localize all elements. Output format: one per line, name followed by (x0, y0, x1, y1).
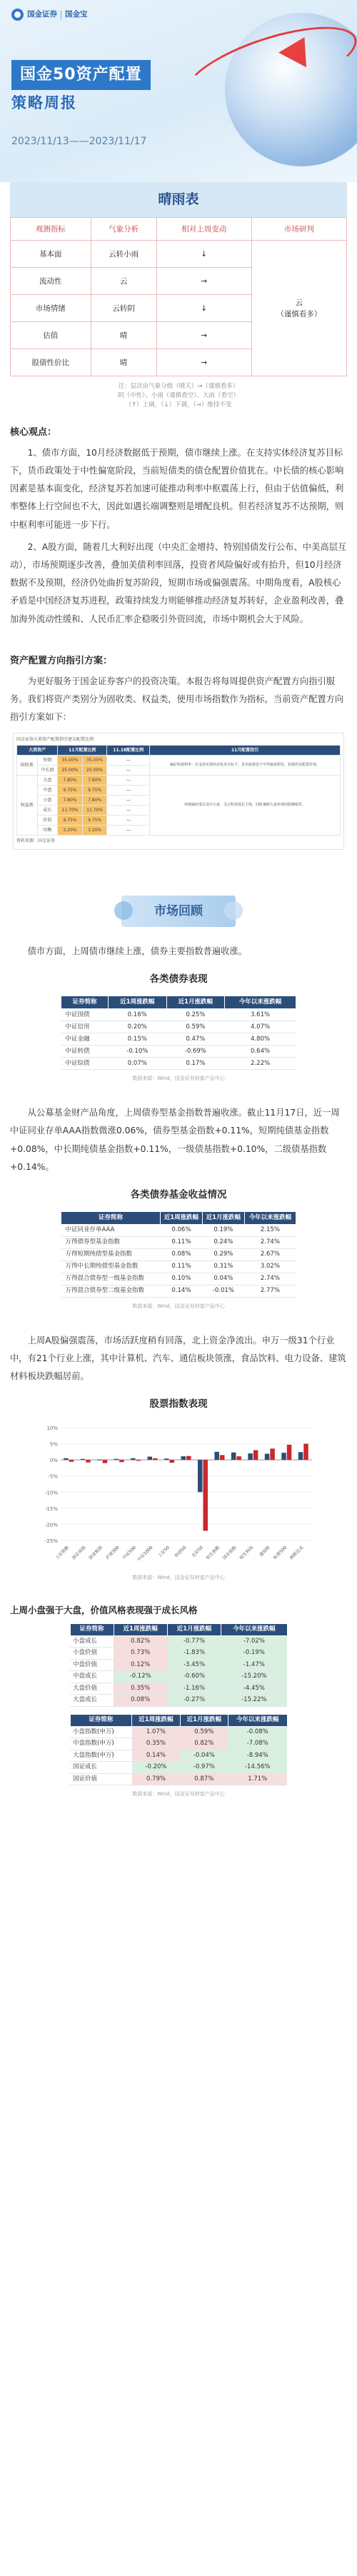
style-section (0, 1603, 357, 1617)
allocation-value: 9.75% (82, 785, 107, 795)
table-cell: 4.07% (225, 1021, 296, 1033)
table-cell: -8.94% (228, 1750, 287, 1762)
table-cell: 0.29% (202, 1248, 244, 1261)
chart-bar (220, 1455, 225, 1460)
core-views-section (0, 426, 357, 727)
table-row (61, 1021, 296, 1033)
table-cell: 0.31% (202, 1261, 244, 1273)
barometer-indicator: 流动性 (11, 268, 91, 295)
chart-y-tick-label: 10% (46, 1425, 58, 1432)
chart-x-tick-label: 标普500 (272, 1545, 288, 1561)
banner-date-range: 2023/11/13——2023/11/17 (11, 136, 147, 147)
chart-x-tick-label: 国企指数 (221, 1545, 238, 1561)
barometer-note: （↑）上调，（↓）下调，（→）维持不变 (125, 401, 232, 409)
chart-y-tick-label: -5% (48, 1473, 58, 1480)
barometer-section (10, 182, 347, 410)
chart-bar (253, 1450, 258, 1460)
table-cell: 3.61% (225, 1009, 296, 1021)
allocation-value: 9.75% (58, 785, 83, 795)
table-row (61, 1248, 296, 1261)
allocation-value: — (107, 825, 150, 835)
table-cell: 0.11% (160, 1236, 202, 1248)
fund-table-source: 数据来源：Wind，国金证券财富产品中心 (132, 1303, 225, 1309)
table-cell: 万得中长期纯债型基金指数 (61, 1261, 161, 1273)
table-cell: 中盘成长 (70, 1671, 114, 1683)
style-table-header: 今年以来涨跌幅 (228, 1714, 287, 1726)
barometer-note: 注：层次由气象分级（晴天）→（谨慎看多） (118, 383, 239, 391)
barometer-header: 气象分析 (91, 218, 156, 241)
table-cell: 0.10% (160, 1273, 202, 1285)
fund-review-section (0, 1104, 357, 1176)
barometer-change: ↓ (156, 241, 251, 268)
chart-x-tick-label: 中证500 (121, 1545, 138, 1561)
chart-bar (153, 1458, 158, 1460)
barometer-table (10, 217, 347, 376)
table-cell: 2.74% (244, 1236, 296, 1248)
allocation-asset: 中长债 (37, 765, 58, 775)
allocation-header: 11.18配置比例 (107, 745, 150, 755)
table-cell: 0.17% (166, 1058, 225, 1070)
table-cell: 2.67% (244, 1248, 296, 1261)
barometer-indicator: 市场情绪 (11, 295, 91, 322)
equity-review-text: 上周A股偏强震荡，市场活跃度稍有回落，北上资金净流出。申万一级31个行业中，有21个行业上涨，其中计算机、汽车、通信板块领涨，食品饮料、电力设备、建筑材料板块跌幅居前。 (10, 1335, 346, 1382)
table-cell: -0.69% (166, 1046, 225, 1058)
allocation-value: 11.70% (82, 805, 107, 815)
chart-bar (265, 1454, 270, 1460)
bond-review-text: 债市方面，上周债市继续上涨，债券主要指数普遍收涨。 (27, 946, 248, 957)
chart-y-tick-label: -25% (44, 1538, 58, 1545)
barometer-header: 观测指标 (11, 218, 91, 241)
allocation-value: — (107, 815, 150, 825)
allocation-value: 25.00% (58, 765, 83, 775)
allocation-value: — (107, 755, 150, 765)
chart-bar (81, 1459, 86, 1460)
table-cell: 2.77% (244, 1285, 296, 1297)
table-cell: 2.22% (225, 1058, 296, 1070)
table-cell: 中证转债 (61, 1046, 109, 1058)
table-row (70, 1762, 287, 1774)
allocation-value: 9.75% (58, 815, 83, 825)
barometer-indicator: 基本面 (11, 241, 91, 268)
chart-x-tick-label: 上证50 (157, 1545, 171, 1559)
allocation-value: 3.20% (82, 825, 107, 835)
chart-bar (170, 1460, 175, 1463)
barometer-header: 市场研判 (251, 218, 346, 241)
allocation-asset: 短债 (37, 755, 58, 765)
allocation-class: 权益类 (17, 775, 38, 835)
core-views-heading: 核心观点： (10, 426, 57, 438)
chart-bar (119, 1460, 124, 1462)
table-cell: -0.19% (221, 1648, 287, 1660)
bond-table-header: 近1周涨跌幅 (109, 996, 167, 1009)
table-cell: 0.07% (109, 1058, 167, 1070)
style-table-header: 今年以来涨跌幅 (221, 1623, 287, 1635)
brand-logo-icon (11, 9, 24, 21)
chart-bar (203, 1460, 208, 1530)
allocation-value: — (107, 805, 150, 815)
chart-bar (64, 1458, 69, 1460)
table-cell: 0.59% (180, 1726, 228, 1738)
brand-logo (11, 9, 88, 21)
size-style-index-table (70, 1714, 288, 1786)
allocation-value: 9.75% (82, 815, 107, 825)
allocation-header: 大类资产 (17, 745, 58, 755)
table-cell: 0.87% (180, 1773, 228, 1785)
barometer-header: 相对上周变动 (156, 218, 251, 241)
fund-table-header: 近1月涨跌幅 (202, 1211, 244, 1224)
allocation-table-image (13, 733, 344, 851)
table-cell: 小盘价值 (70, 1648, 114, 1660)
table-cell: 中证同业存单AAA (61, 1224, 161, 1236)
table-cell: 0.47% (166, 1033, 225, 1046)
table-cell: -4.45% (221, 1683, 287, 1695)
barometer-indicator: 估值 (11, 322, 91, 349)
table-cell: 0.06% (160, 1224, 202, 1236)
table-row (70, 1695, 287, 1707)
table-cell: 国证成长 (70, 1762, 132, 1774)
table-cell: 中证信用 (61, 1021, 109, 1033)
allocation-value: 11.70% (58, 805, 83, 815)
barometer-change: → (156, 349, 251, 376)
style-performance-table (70, 1623, 288, 1707)
barometer-verdict (251, 241, 346, 376)
table-cell: -15.22% (221, 1695, 287, 1707)
barometer-weather: 云转小雨 (91, 241, 156, 268)
table-cell: -0.04% (180, 1750, 228, 1762)
table-cell: 0.11% (160, 1261, 202, 1273)
table-cell: 0.35% (132, 1738, 180, 1750)
fund-table-header: 近1周涨跌幅 (160, 1211, 202, 1224)
table-cell: 万得债券型基金指数 (61, 1236, 161, 1248)
allocation-class: 固收类 (17, 755, 38, 775)
table-cell: -7.08% (228, 1738, 287, 1750)
table-cell: 1.71% (228, 1773, 287, 1785)
allocation-header: 11月配置指引 (149, 745, 340, 755)
allocation-value: 3.20% (58, 825, 83, 835)
allocation-asset: 大盘 (37, 775, 58, 785)
table-cell: 0.16% (109, 1009, 167, 1021)
table-row (70, 1738, 287, 1750)
fund-table-header: 今年以来涨跌幅 (244, 1211, 296, 1224)
barometer-indicator: 股债性价比 (11, 349, 91, 376)
chart-x-tick-label: 北证50 (191, 1545, 204, 1559)
chart-bar (231, 1453, 236, 1460)
style-table-header: 证券简称 (70, 1714, 132, 1726)
table-cell: -0.10% (109, 1046, 167, 1058)
allocation-table-caption: 国金证券大类资产配置指引建议配置比例 (16, 736, 94, 742)
table-cell: -0.08% (228, 1726, 287, 1738)
table-cell: 0.12% (114, 1659, 167, 1671)
table-cell: 中盘价值 (70, 1659, 114, 1671)
barometer-verdict-text: 云 （谨慎看多） (276, 298, 322, 319)
allocation-value: 35.00% (58, 755, 83, 765)
table-cell: 0.08% (114, 1695, 167, 1707)
table-cell: -0.27% (167, 1695, 221, 1707)
table-row (61, 1273, 296, 1285)
table-cell: 0.08% (160, 1248, 202, 1261)
chart-y-tick-label: 5% (49, 1441, 58, 1448)
table-row (61, 1058, 296, 1070)
chart-bar (214, 1452, 219, 1460)
barometer-weather: 云转阴 (91, 295, 156, 322)
chart-bar (103, 1460, 108, 1463)
table-cell: -3.45% (167, 1659, 221, 1671)
barometer-row (11, 241, 347, 268)
allocation-value: 7.80% (82, 775, 107, 785)
table-cell: 中证金融 (61, 1033, 109, 1046)
stock-index-chart (39, 1419, 318, 1569)
allocation-value: 25.00% (82, 765, 107, 775)
style-table-source: 数据来源：Wind，国金证券财富产品中心 (132, 1791, 225, 1797)
table-row (61, 1261, 296, 1273)
barometer-weather: 晴 (91, 322, 156, 349)
banner-title: 国金50资产配置 (11, 60, 151, 90)
report-header (0, 0, 357, 182)
table-cell: -0.77% (167, 1635, 221, 1648)
table-row (61, 1224, 296, 1236)
allocation-source: 资料来源：国金证券 (16, 838, 56, 843)
chart-bar (270, 1449, 275, 1460)
table-cell: 大盘成长 (70, 1695, 114, 1707)
table-cell: 2.74% (244, 1273, 296, 1285)
table-row (70, 1635, 287, 1648)
table-row (61, 1009, 296, 1021)
table-row (70, 1726, 287, 1738)
chart-bar (181, 1456, 186, 1460)
table-cell: 0.73% (114, 1648, 167, 1660)
table-cell: -15.20% (221, 1671, 287, 1683)
allocation-value: — (107, 785, 150, 795)
allocation-value: — (107, 765, 150, 775)
table-cell: -7.02% (221, 1635, 287, 1648)
chart-x-tick-label: 上证指数 (54, 1545, 71, 1561)
bond-table-header: 近1月涨跌幅 (166, 996, 225, 1009)
chart-y-tick-label: -20% (44, 1522, 58, 1528)
bond-table-title: 各类债券表现 (149, 973, 208, 986)
table-cell: 万得短期纯债型基金指数 (61, 1248, 161, 1261)
table-cell: 0.59% (166, 1021, 225, 1033)
table-cell: -1.16% (167, 1683, 221, 1695)
table-cell: 0.64% (225, 1046, 296, 1058)
allocation-asset: 价值 (37, 815, 58, 825)
chart-bar (303, 1444, 308, 1460)
allocation-asset: 成长 (37, 805, 58, 815)
allocation-table (16, 745, 341, 836)
bond-table-header: 今年以来涨跌幅 (225, 996, 296, 1009)
table-cell: 3.02% (244, 1261, 296, 1273)
allocation-value: — (107, 795, 150, 805)
style-table-header: 证券简称 (70, 1623, 114, 1635)
table-cell: 中盘指数(申万) (70, 1738, 132, 1750)
chart-y-tick-label: -15% (44, 1506, 58, 1513)
chart-bar (198, 1460, 203, 1492)
table-cell: -14.56% (228, 1762, 287, 1774)
chart-bar (86, 1460, 91, 1463)
allocation-header: 11月配置比例 (58, 745, 107, 755)
table-row (61, 1285, 296, 1297)
brand-name-a: 国金证券 (27, 10, 57, 19)
chart-bar (287, 1445, 292, 1460)
equity-review-section (0, 1332, 357, 1386)
table-row (70, 1648, 287, 1660)
bond-table-source: 数据来源：Wind，国金证券财富产品中心 (132, 1076, 225, 1082)
chart-x-tick-label: 中证1000 (136, 1545, 154, 1563)
brand-name-b: 国金宝 (65, 10, 88, 19)
style-table-header: 近1月涨跌幅 (167, 1623, 221, 1635)
allocation-value: — (107, 775, 150, 785)
table-cell: -1.83% (167, 1648, 221, 1660)
chart-bar (148, 1457, 153, 1460)
allocation-asset: 中盘 (37, 785, 58, 795)
stock-chart-source: 数据来源：Wind，国金证券财富产品中心 (132, 1575, 225, 1581)
table-cell: -0.60% (167, 1671, 221, 1683)
allocation-guide: 偏好短债利率：在支持实体经济复苏目标下，货币政策处于中性偏宽阶段，短债仍具配置价值。 (149, 755, 340, 775)
table-cell: 1.07% (132, 1726, 180, 1738)
table-cell: 0.82% (180, 1738, 228, 1750)
table-cell: 0.19% (202, 1224, 244, 1236)
fund-performance-table (61, 1211, 296, 1298)
table-cell: 中证综债 (61, 1058, 109, 1070)
chart-bar (281, 1453, 286, 1460)
table-cell: 2.15% (244, 1224, 296, 1236)
table-cell: 4.80% (225, 1033, 296, 1046)
table-row (61, 1236, 296, 1248)
allocation-value: 7.80% (58, 795, 83, 805)
barometer-change: → (156, 322, 251, 349)
core-view-bonds: 1、债市方面，10月经济数据低于预期，债市继续上涨。在支持实体经济复苏目标下，货币政策处于中性偏宽阶段，当前短债类的债仓配置价值犹在。中长债的核心影响因素是基本面变化，经济复苏若加速可能推动利率中枢震荡上行，但由于估值偏低，利率整体上行空间也不大，因此如遇长端调整则是增配良机。但若经济复苏不达预期，则中枢利率可能进一步下行。 (10, 447, 344, 530)
table-cell: 0.20% (109, 1021, 167, 1033)
table-cell: 0.15% (109, 1033, 167, 1046)
chart-bar (298, 1453, 303, 1460)
table-cell: 国证价值 (70, 1773, 132, 1785)
style-table-header: 近1周涨跌幅 (114, 1623, 167, 1635)
table-row (70, 1683, 287, 1695)
fund-table-header: 证券简称 (61, 1211, 161, 1224)
table-cell: 0.14% (160, 1285, 202, 1297)
chart-bar (114, 1459, 119, 1460)
chart-x-tick-label: 恒生指数 (205, 1545, 221, 1561)
stock-chart-title: 股票指数表现 (149, 1398, 208, 1410)
table-cell: 大盘价值 (70, 1683, 114, 1695)
bond-performance-table (61, 996, 296, 1070)
style-table-header: 近1月涨跌幅 (180, 1714, 228, 1726)
barometer-note: 阴（中性）、小雨（谨慎看空）、大雨（看空） (117, 392, 239, 400)
style-heading: 上周小盘强于大盘，价值风格表现强于成长风格 (10, 1605, 198, 1616)
table-cell: 0.14% (132, 1750, 180, 1762)
table-cell: -0.01% (202, 1285, 244, 1297)
allocation-asset: 小盘 (37, 795, 58, 805)
table-row (70, 1750, 287, 1762)
table-cell: -0.20% (132, 1762, 180, 1774)
bond-review-section (0, 943, 357, 961)
chart-x-tick-label: 沪深300 (105, 1545, 121, 1561)
barometer-change: → (156, 268, 251, 295)
allocation-asset: 均衡 (37, 825, 58, 835)
barometer-weather: 晴 (91, 349, 156, 376)
table-row (61, 1046, 296, 1058)
chart-x-tick-label: 科创50 (174, 1545, 188, 1559)
chart-bar (236, 1456, 241, 1460)
fund-review-text: 从公募基金财产品角度，上周债券型基金指数普遍收涨。截止11月17日，近一周中证同业存单AAA指数微涨0.06%，债券型基金指数+0.11%，短期纯债基金指数+0.08%，中长期纯债基金指数+0.11%，一级债基指数+0.10%，二级债基指数+0.14%。 (10, 1108, 340, 1172)
allocation-row (17, 775, 341, 785)
table-row (70, 1773, 287, 1785)
market-review-banner: 市场回顾 (121, 896, 236, 927)
barometer-change: ↓ (156, 295, 251, 322)
chart-x-tick-label: 纳斯达克 (288, 1545, 305, 1561)
chart-bar (131, 1458, 136, 1460)
table-row (70, 1659, 287, 1671)
table-cell: -0.97% (180, 1762, 228, 1774)
table-cell: 0.82% (114, 1635, 167, 1648)
table-row (61, 1033, 296, 1046)
chart-x-tick-label: 深证成指 (71, 1545, 87, 1561)
allocation-heading: 资产配置方向指引方案： (10, 655, 113, 666)
allocation-value: 7.80% (82, 795, 107, 805)
table-cell: -1.47% (221, 1659, 287, 1671)
chart-bar (164, 1459, 169, 1460)
chart-x-tick-label: 创业板指 (88, 1545, 104, 1561)
allocation-intro: 为更好服务于国金证券客户的投资决策。本报告将每周提供资产配置方向指引服务。我们将资产类别分为固收类、权益类，使用市场指数作为指标，当前资产配置方向指引方案如下： (10, 676, 344, 723)
table-cell: -0.12% (114, 1671, 167, 1683)
allocation-value: 7.80% (58, 775, 83, 785)
table-cell: 万得混合债券型二级基金指数 (61, 1285, 161, 1297)
table-cell: 0.24% (202, 1236, 244, 1248)
chart-bar (248, 1453, 253, 1460)
style-table-header: 近1周涨跌幅 (132, 1714, 180, 1726)
allocation-row (17, 755, 341, 765)
banner-subtitle: 策略周报 (11, 94, 77, 111)
chart-y-tick-label: 0% (49, 1458, 58, 1464)
chart-y-tick-label: -10% (44, 1490, 58, 1496)
table-cell: 小盘成长 (70, 1635, 114, 1648)
barometer-weather: 云 (91, 268, 156, 295)
barometer-title: 晴雨表 (10, 182, 347, 217)
table-cell: 中证国债 (61, 1009, 109, 1021)
bond-table-header: 证券简称 (61, 996, 109, 1009)
table-cell: 0.25% (166, 1009, 225, 1021)
chart-x-tick-label: 道琼斯 (258, 1545, 271, 1558)
fund-table-title: 各类债券基金收益情况 (130, 1188, 227, 1201)
table-cell: 0.79% (132, 1773, 180, 1785)
chart-bar (69, 1460, 74, 1462)
allocation-value: 35.00% (82, 755, 107, 765)
chart-x-tick-label: 恒生科技 (238, 1545, 255, 1561)
allocation-guide: 风格偏好成长及中小盘，关注科技成长主线，同时兼顾大盘价值的防御属性。 (149, 775, 340, 835)
table-cell: 小盘指数(申万) (70, 1726, 132, 1738)
table-cell: 0.04% (202, 1273, 244, 1285)
table-cell: 大盘指数(申万) (70, 1750, 132, 1762)
chart-bar (186, 1456, 191, 1460)
table-cell: 万得混合债券型一级基金指数 (61, 1273, 161, 1285)
table-cell: 0.35% (114, 1683, 167, 1695)
barometer-notes (10, 382, 347, 409)
core-view-equity: 2、A股方面，随着几大利好出现（中央汇金增持、特别国债发行公布、中美高层互动），市场预期逐步改善，叠加美债利率回落，投资者风险偏好或有抬升，但10月经济数据不及预期，经济仍处曲折复苏阶段，短期市场或偏强震荡。中期角度看，A股核心矛盾是中国经济复苏进程，政策持续发力则能够推动经济复苏转好，企业盈利改善，叠加海外流动性缓和、人民币汇率企稳吸引外资回流，市场中期机会大于风险。 (10, 541, 347, 624)
table-row (70, 1671, 287, 1683)
stock-index-bar-chart (39, 1419, 318, 1569)
